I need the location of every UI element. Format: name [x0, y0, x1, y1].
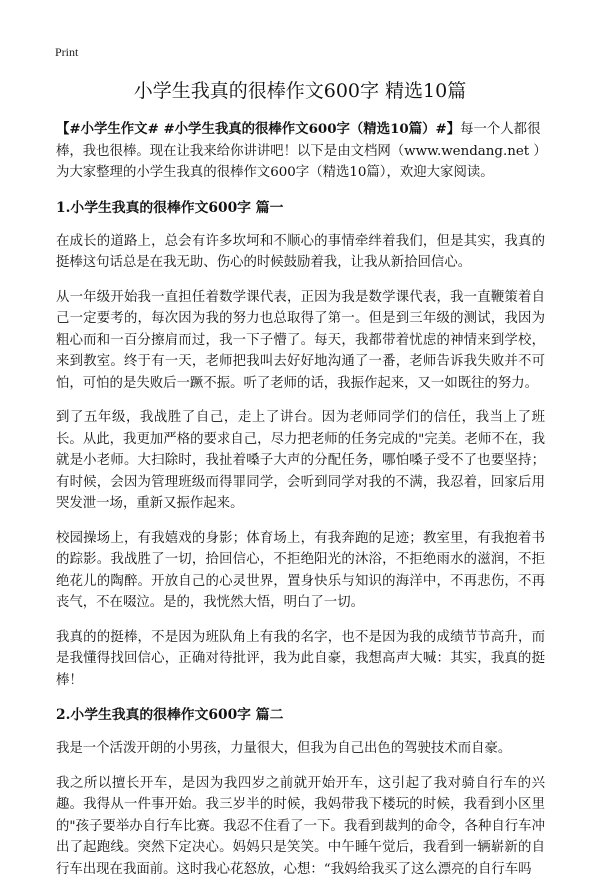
print-label[interactable]: Print — [55, 45, 79, 59]
paragraph: 在成长的道路上，总会有许多坎坷和不顺心的事情牵绊着我们，但是其实，我真的挺棒这句话总是在我无助、伤心的时候鼓励着我，让我从新拾回信心。 — [56, 233, 545, 270]
paragraph: 我真的的挺棒，不是因为班队角上有我的名字，也不是因为我的成绩节节高升，而是我懂得找回信心，正确对待批评，我为此自豪，我想高声大喊：其实，我真的挺棒！ — [56, 629, 545, 688]
paragraph: 到了五年级，我战胜了自己，走上了讲台。因为老师同学们的信任，我当上了班长。从此，我更加严格的要求自己，尽力把老师的任务完成的"完美。老师不在，我就是小老师。大扫除时，我扯着嗓子大声的分配任务，哪怕嗓子受不了也要坚持；有时候，会因为管理班级而得罪同学，会听到同学对我的不满，我忍着，回家后用哭发泄一场，重新又振作起来。 — [56, 410, 545, 511]
paragraph: 从一年级开始我一直担任着数学课代表，正因为我是数学课代表，我一直鞭策着自己一定要考的，每次因为我的努力也总取得了第一。但是到三年级的测试，我因为粗心而和一百分擦肩而过，我一下子懵了。每天，我都带着忧虑的神情来到学校，来到教室。终于有一天，老师把我叫去好好地沟通了一番，老师告诉我失败并不可怕，可怕的是失败后一蹶不振。听了老师的话，我振作起来，又一如既往的努力。 — [56, 289, 545, 391]
paragraph: 我是一个活泼开朗的小男孩，力量很大，但我为自己出色的驾驶技术而自豪。 — [56, 741, 512, 756]
paragraph: 我之所以擅长开车，是因为我四岁之前就开始开车，这引起了我对骑自行车的兴趣。我得从一件事开始。我三岁半的时候，我妈带我下楼玩的时候，我看到小区里的"孩子要举办自行车比赛。我忍不住看了一下。我看到裁判的命令，各种自行车冲出了起跑线。突然下定决心。妈妈只是笑笑。中午睡午觉后，我看到一辆崭新的自行车出现在我面前。这时我心花怒放，心想：“我妈给我买了这么漂亮的自行车吗 — [56, 775, 545, 877]
section-heading-2: 2.小学生我真的很棒作文600字 篇二 — [56, 707, 284, 723]
paragraph: 校园操场上，有我嬉戏的身影；体育场上，有我奔跑的足迹；教室里，有我抱着书的踪影。我战胜了一切，拾回信心，不拒绝阳光的沐浴，不拒绝雨水的滋润，不拒绝花儿的陶醉。开放自己的心灵世界，置身快乐与知识的海洋中，不再悲伤，不再丧气，不在啜泣。是的，我恍然大悟，明白了一切。 — [56, 530, 545, 610]
intro-text: 每一个人都很棒，我也很棒。现在让我来给你讲讲吧！以下是由文档网（www.wendang.net ）为大家整理的小学生我真的很棒作文600字（精选10篇），欢迎大家阅读。 — [56, 122, 541, 180]
intro-tag: 【#小学生作文# #小学生我真的很棒作文600字（精选10篇）#】 — [56, 121, 461, 137]
document-body — [56, 119, 545, 893]
intro-paragraph — [56, 119, 545, 184]
document-title: 小学生我真的很棒作文600字 精选10篇 — [133, 80, 467, 102]
section-heading-1: 1.小学生我真的很棒作文600字 篇一 — [56, 199, 284, 216]
